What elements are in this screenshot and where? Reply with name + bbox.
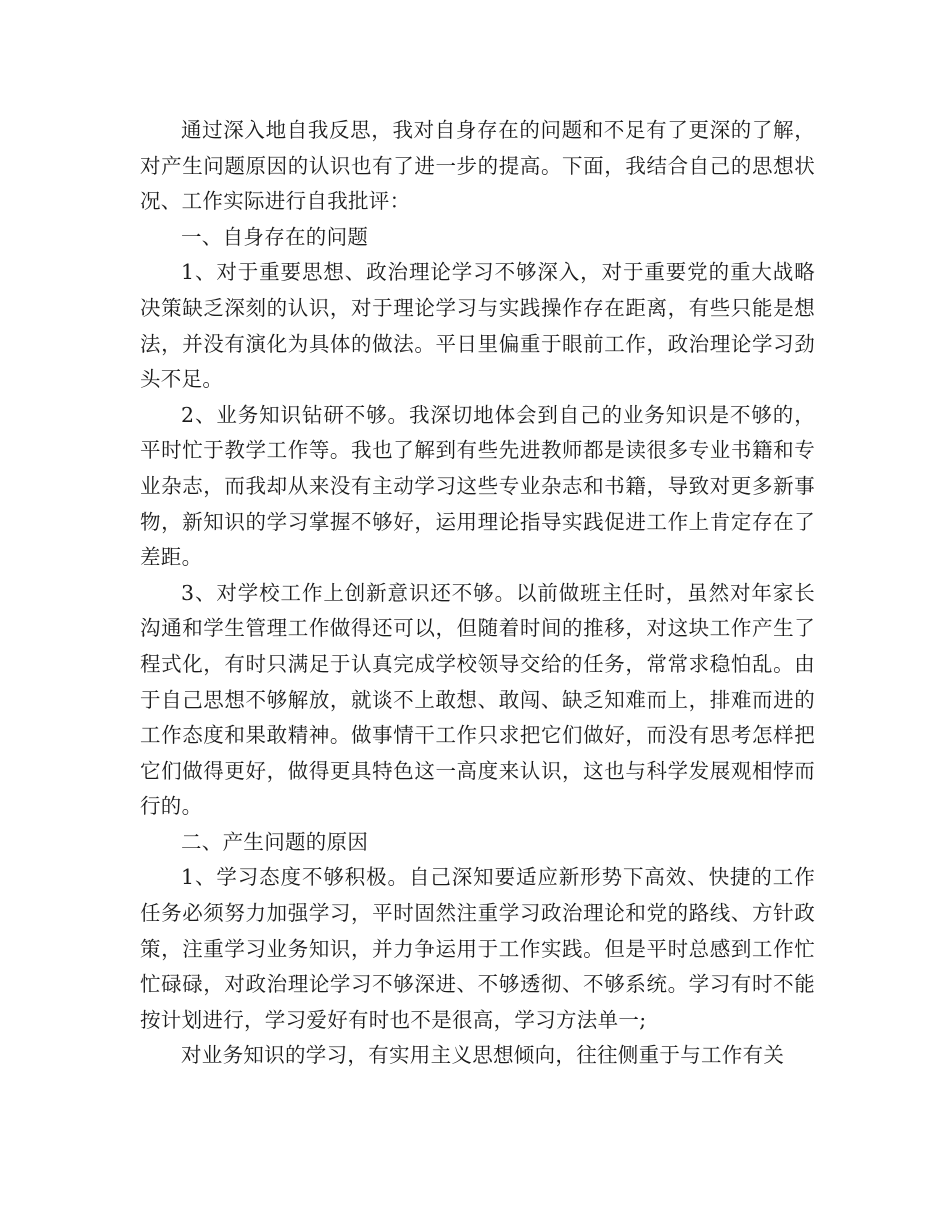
intro-paragraph: 通过深入地自我反思，我对自身存在的问题和不足有了更深的了解，对产生问题原因的认识也有了进一步的提高。下面，我结合自己的思想状况、工作实际进行自我批评： xyxy=(140,118,815,214)
problem-item-1: 1、对于重要思想、政治理论学习不够深入，对于重要党的重大战略决策缺乏深刻的认识，对于理论学习与实践操作存在距离，有些只能是想法，并没有演化为具体的做法。平日里偏重于眼前工作，政治理论学习劲头不足。 xyxy=(140,260,815,392)
section-heading-problems: 一、自身存在的问题 xyxy=(181,224,369,249)
problem-item-2: 2、业务知识钻研不够。我深切地体会到自己的业务知识是不够的，平时忙于教学工作等。我也了解到有些先进教师都是读很多专业书籍和专业杂志，而我却从来没有主动学习这些专业杂志和书籍，导致对更多新事物，新知识的学习掌握不够好，运用理论指导实践促进工作上肯定存在了差距。 xyxy=(140,402,815,570)
document-body xyxy=(140,113,815,1074)
problem-item-3: 3、对学校工作上创新意识还不够。以前做班主任时，虽然对年家长沟通和学生管理工作做得还可以，但随着时间的推移，对这块工作产生了程式化，有时只满足于认真完成学校领导交给的任务，常常求稳怕乱。由于自己思想不够解放，就谈不上敢想、敢闯、缺乏知难而上，排难而进的工作态度和果敢精神。做事情干工作只求把它们做好，而没有思考怎样把它们做得更好，做得更具特色这一高度来认识，这也与科学发展观相悖而行的。 xyxy=(140,580,815,819)
cause-continuation: 对业务知识的学习，有实用主义思想倾向，往往侧重于与工作有关 xyxy=(181,1043,785,1068)
cause-item-1: 1、学习态度不够积极。自己深知要适应新形势下高效、快捷的工作任务必须努力加强学习，平时固然注重学习政治理论和党的路线、方针政策，注重学习业务知识，并力争运用于工作实践。但是平时总感到工作忙忙碌碌，对政治理论学习不够深进、不够透彻、不够系统。学习有时不能按计划进行，学习爱好有时也不是很高，学习方法单一; xyxy=(140,865,815,1032)
section-heading-causes: 二、产生问题的原因 xyxy=(181,829,369,854)
